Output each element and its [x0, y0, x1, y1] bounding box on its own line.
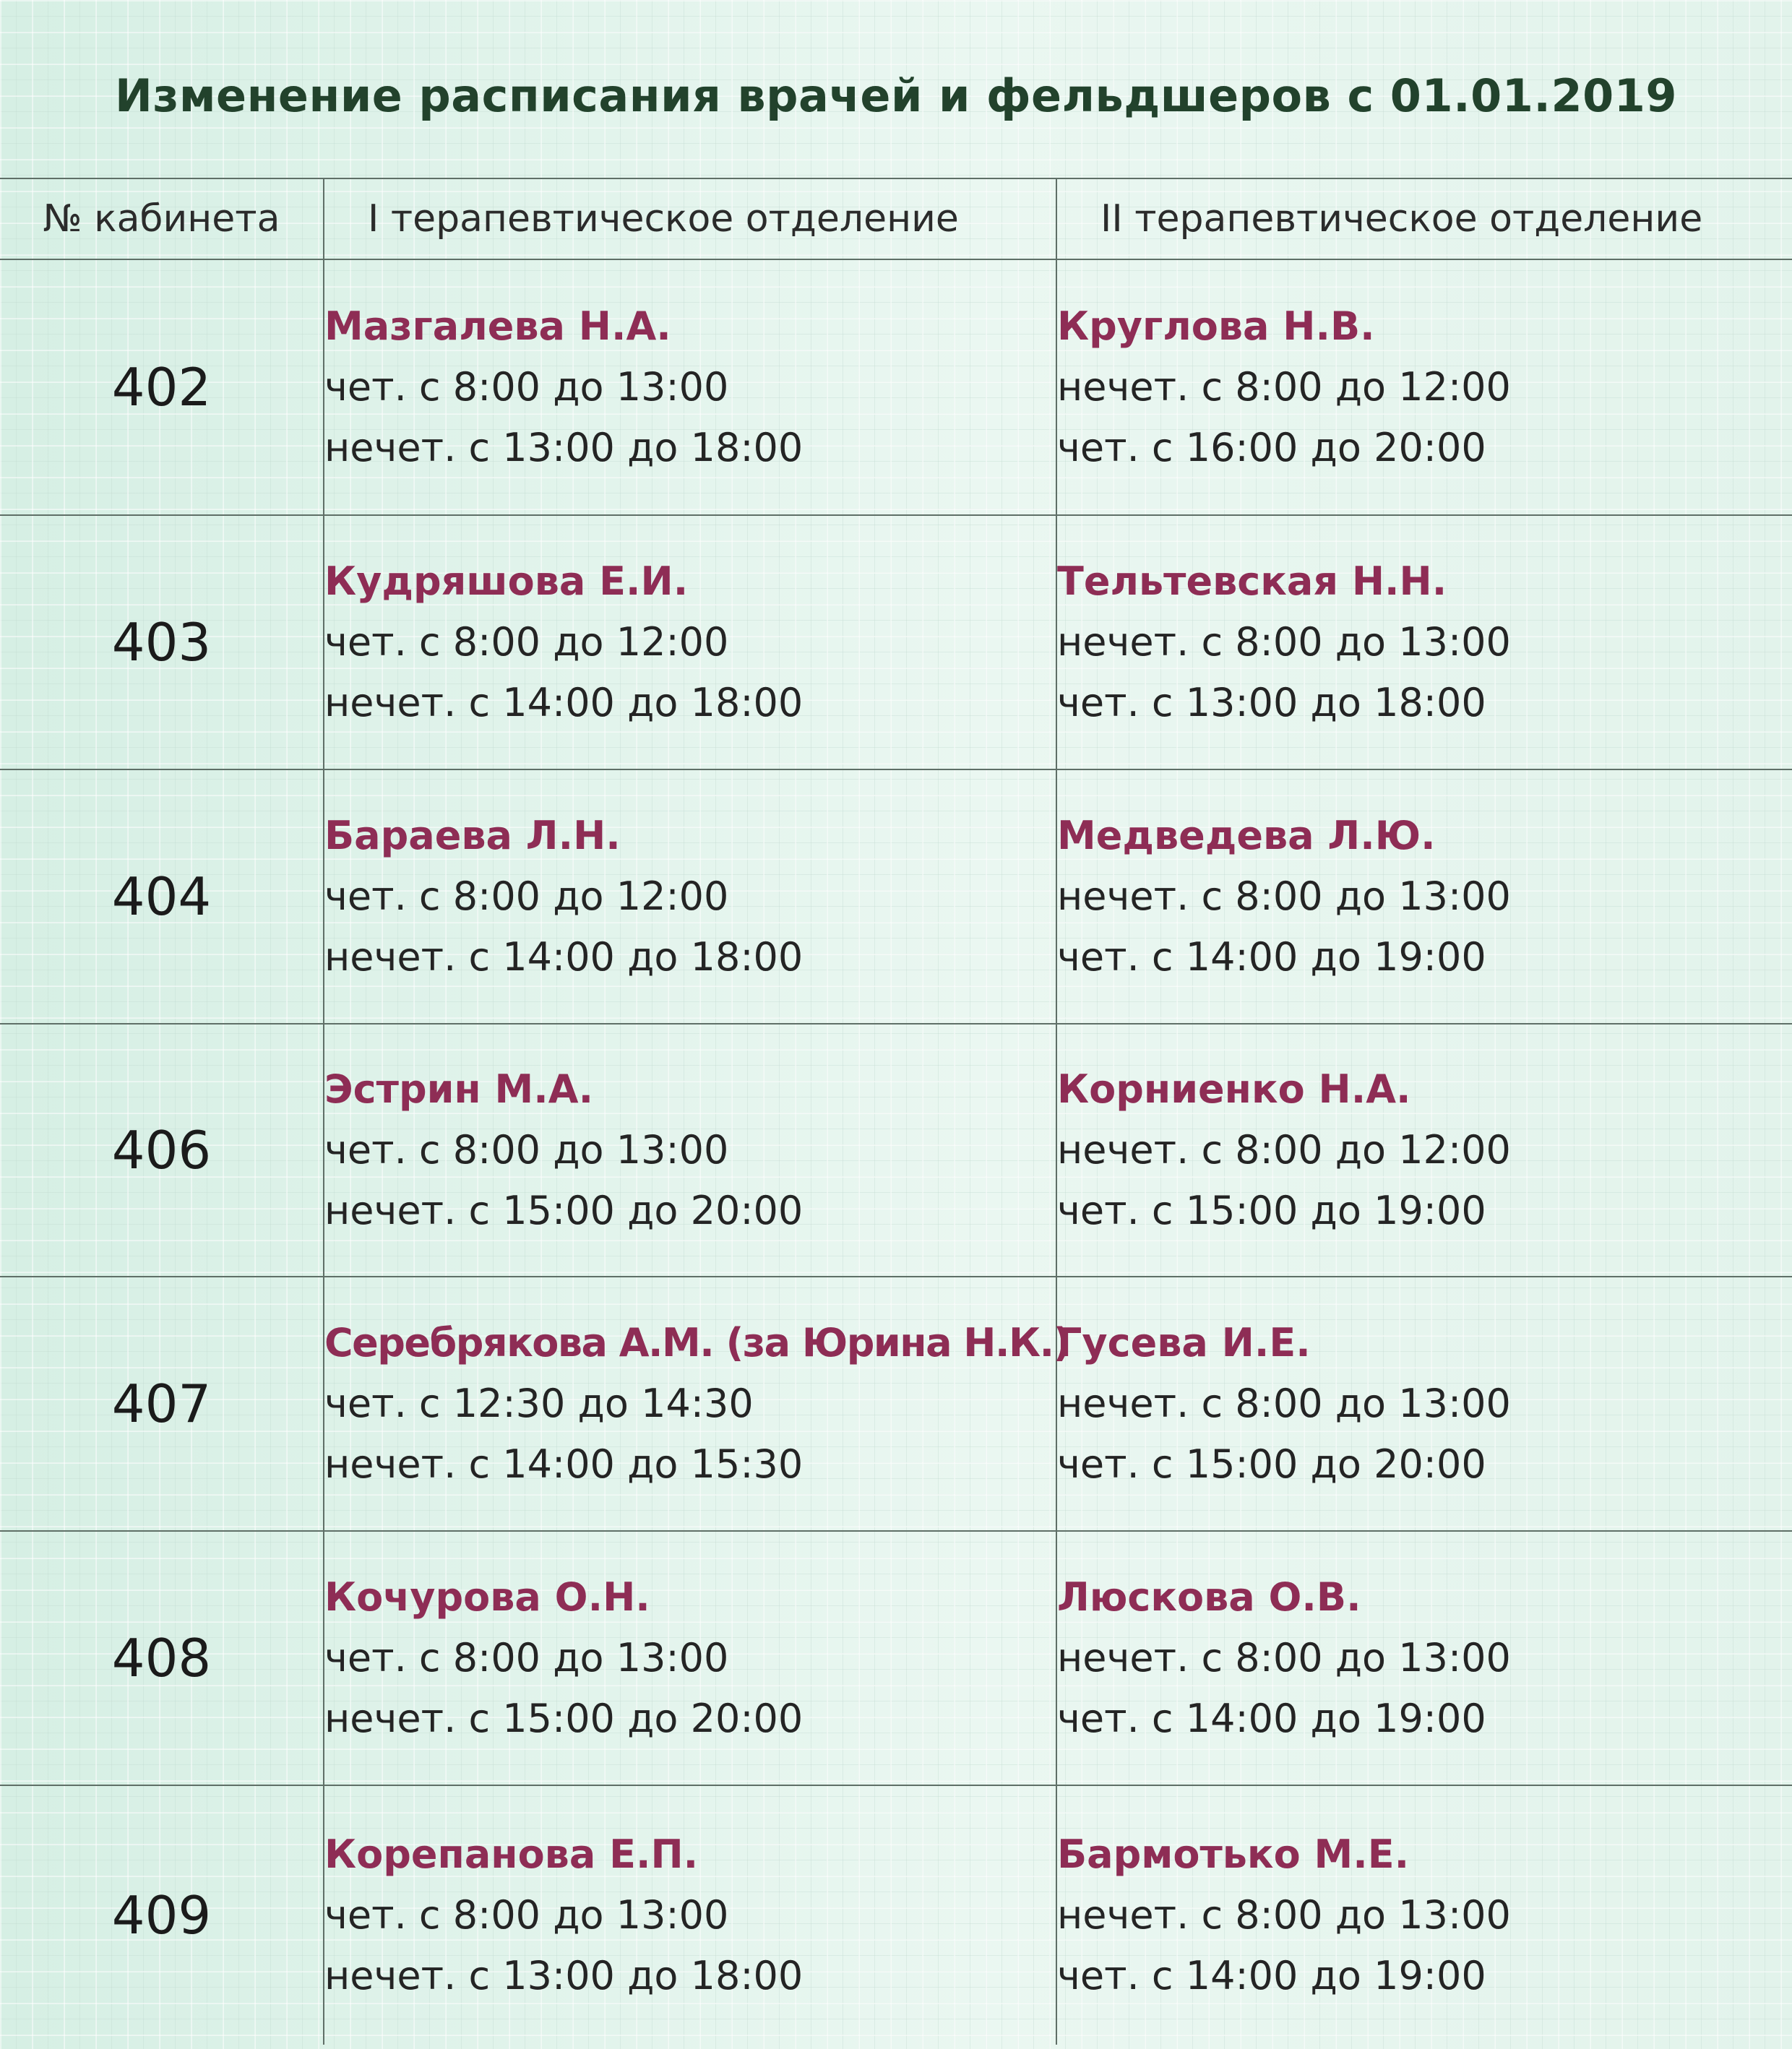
room-number: 409 [0, 1785, 324, 2045]
doctor-name: Медведева Л.Ю. [1057, 813, 1436, 858]
dept2-entry [1056, 259, 1792, 515]
schedule-line: чет. с 8:00 до 12:00 [324, 619, 729, 665]
dept2-entry [1056, 515, 1792, 769]
schedule-line: нечет. с 14:00 до 18:00 [324, 680, 804, 725]
room-number: 408 [0, 1531, 324, 1785]
column-header-room: № кабинета [0, 178, 324, 259]
schedule-line: нечет. с 14:00 до 15:30 [324, 1441, 804, 1487]
room-number: 407 [0, 1277, 324, 1531]
page-title: Изменение расписания врачей и фельдшеров с 01.01.2019 [114, 69, 1678, 122]
doctor-name: Кочурова О.Н. [324, 1574, 650, 1620]
dept1-entry [324, 769, 1056, 1024]
room-number: 406 [0, 1024, 324, 1277]
room-number: 403 [0, 515, 324, 769]
table-row [0, 1277, 1792, 1531]
dept1-entry [324, 1785, 1056, 2045]
doctor-name: Бараева Л.Н. [324, 813, 621, 858]
schedule-line: нечет. с 8:00 до 13:00 [1057, 873, 1511, 919]
dept2-entry [1056, 1024, 1792, 1277]
schedule-line: нечет. с 13:00 до 18:00 [324, 425, 804, 470]
schedule-line: чет. с 8:00 до 12:00 [324, 873, 729, 919]
schedule-line: чет. с 14:00 до 19:00 [1057, 1696, 1486, 1741]
schedule-line: чет. с 8:00 до 13:00 [324, 1127, 729, 1173]
schedule-line: нечет. с 8:00 до 12:00 [1057, 364, 1511, 410]
schedule-line: нечет. с 8:00 до 13:00 [1057, 1635, 1511, 1681]
schedule-line: чет. с 12:30 до 14:30 [324, 1381, 754, 1426]
doctor-name: Кудряшова Е.И. [324, 558, 689, 604]
doctor-name: Тельтевская Н.Н. [1057, 558, 1447, 604]
schedule-line: чет. с 16:00 до 20:00 [1057, 425, 1486, 470]
doctor-name: Гусева И.Е. [1057, 1320, 1311, 1366]
schedule-line: нечет. с 8:00 до 13:00 [1057, 619, 1511, 665]
table-row [0, 1531, 1792, 1785]
schedule-line: чет. с 15:00 до 19:00 [1057, 1188, 1486, 1233]
dept1-entry [324, 1024, 1056, 1277]
table-row [0, 1785, 1792, 2045]
schedule-line: нечет. с 15:00 до 20:00 [324, 1696, 804, 1741]
schedule-line: нечет. с 8:00 до 13:00 [1057, 1892, 1511, 1938]
column-header-dept2: II терапевтическое отделение [1056, 178, 1792, 259]
schedule-line: нечет. с 8:00 до 12:00 [1057, 1127, 1511, 1173]
doctor-name: Эстрин М.А. [324, 1066, 594, 1112]
dept1-entry [324, 1531, 1056, 1785]
schedule-line: нечет. с 15:00 до 20:00 [324, 1188, 804, 1233]
schedule-line: чет. с 14:00 до 19:00 [1057, 934, 1486, 980]
doctor-name: Бармотько М.Е. [1057, 1832, 1410, 1877]
table-row [0, 769, 1792, 1024]
table-header-row [0, 178, 1792, 259]
dept1-entry [324, 515, 1056, 769]
schedule-line: чет. с 15:00 до 20:00 [1057, 1441, 1486, 1487]
doctor-name: Корепанова Е.П. [324, 1832, 699, 1877]
dept2-entry [1056, 1785, 1792, 2045]
dept2-entry [1056, 769, 1792, 1024]
table-row [0, 1024, 1792, 1277]
schedule-line: чет. с 8:00 до 13:00 [324, 1892, 729, 1938]
dept1-entry [324, 259, 1056, 515]
room-number: 404 [0, 769, 324, 1024]
doctor-name: Серебрякова А.М. (за Юрина Н.К.) [324, 1320, 1070, 1366]
table-row [0, 515, 1792, 769]
column-header-dept1: I терапевтическое отделение [324, 178, 1056, 259]
schedule-line: чет. с 8:00 до 13:00 [324, 1635, 729, 1681]
doctor-name: Мазгалева Н.А. [324, 303, 671, 349]
table-row [0, 259, 1792, 515]
doctor-name: Люскова О.В. [1057, 1574, 1361, 1620]
schedule-line: чет. с 8:00 до 13:00 [324, 364, 729, 410]
dept2-entry [1056, 1277, 1792, 1531]
doctor-name: Круглова Н.В. [1057, 303, 1375, 349]
schedule-line: чет. с 14:00 до 19:00 [1057, 1953, 1486, 1998]
schedule-table [0, 178, 1792, 2045]
dept1-entry [324, 1277, 1070, 1531]
doctor-name: Корниенко Н.А. [1057, 1066, 1411, 1112]
room-number: 402 [0, 259, 324, 515]
schedule-line: чет. с 13:00 до 18:00 [1057, 680, 1486, 725]
schedule-line: нечет. с 13:00 до 18:00 [324, 1953, 804, 1998]
schedule-line: нечет. с 14:00 до 18:00 [324, 934, 804, 980]
schedule-line: нечет. с 8:00 до 13:00 [1057, 1381, 1511, 1426]
dept2-entry [1056, 1531, 1792, 1785]
